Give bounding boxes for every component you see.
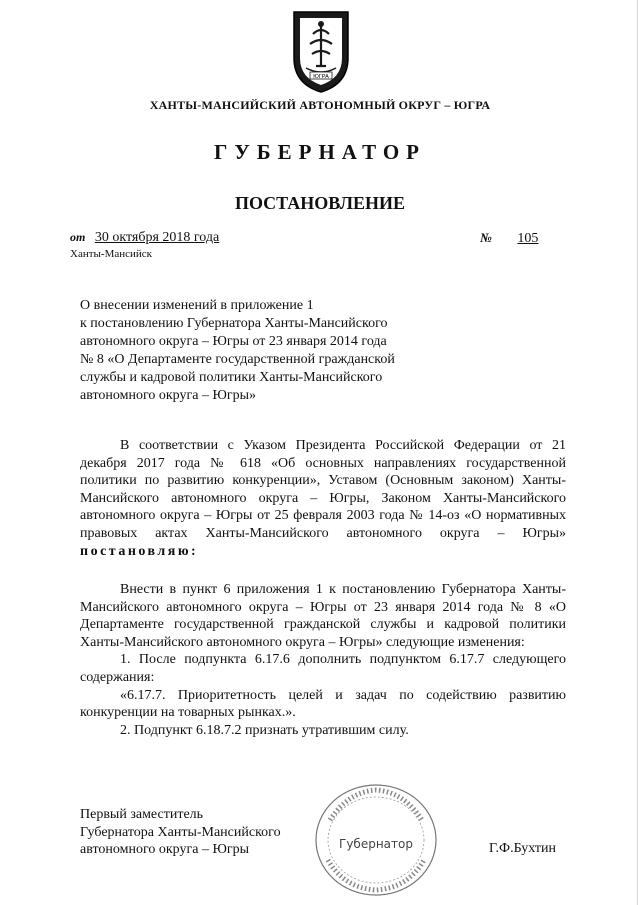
subject-line: к постановлению Губернатора Ханты-Мансийского xyxy=(80,316,388,331)
preamble-text: В соответствии с Указом Президента Российской Федерации от 21 декабря 2017 года № 618 «Об основных направлениях государственной политики по развитию конкуренции», Уставом (Основным законом) Ханты-Мансийского автономного округа – Югры, Законом Ханты-Мансийского автономного округа – Югры от 25 февраля 2003 года № 14-оз «О нормативных правовых актах Ханты-Мансийского автономного округа – Югры» xyxy=(80,438,566,541)
document-type: ПОСТАНОВЛЕНИЕ xyxy=(234,193,406,213)
signatory-name: Г.Ф.Бухтин xyxy=(489,841,557,856)
authority-title: ГУБЕРНАТОР xyxy=(213,140,427,164)
preamble-paragraph xyxy=(80,437,566,560)
decree-word: постановляю: xyxy=(80,543,199,559)
stamp-text: Губернатор xyxy=(339,837,413,851)
official-stamp xyxy=(308,780,444,900)
number-prefix: № xyxy=(480,230,492,245)
document-date: 30 октября 2018 года xyxy=(94,230,220,245)
subject-line: автономного округа – Югры от 23 января 2014 года xyxy=(80,334,387,349)
body-intro: Внести в пункт 6 приложения 1 к постановлению Губернатора Ханты-Мансийского автономного округа – Югры от 23 января 2014 года № 8 «О Департаменте государственной гражданской службы и кадровой политики Ханты-Мансийского автономного округа – Югры» следующие изменения: xyxy=(80,582,566,650)
document-subject xyxy=(80,297,440,405)
body-text xyxy=(80,581,566,739)
subject-line: автономного округа – Югры» xyxy=(80,388,256,403)
document-number: 105 xyxy=(517,231,539,246)
scan-edge xyxy=(637,0,638,905)
item-1-quote: «6.17.7. Приоритетность целей и задач по содействию развитию конкуренции на товарных рынках.». xyxy=(80,687,566,721)
number-line xyxy=(480,230,556,247)
item-1: 1. После подпункта 6.17.6 дополнить подпунктом 6.17.7 следующего содержания: xyxy=(80,652,566,685)
city: Ханты-Мансийск xyxy=(70,248,153,260)
item-2: 2. Подпункт 6.18.7.2 признать утратившим силу. xyxy=(120,722,409,738)
region-title: ХАНТЫ-МАНСИЙСКИЙ АВТОНОМНЫЙ ОКРУГ – ЮГРА xyxy=(149,98,491,112)
subject-line: № 8 «О Департаменте государственной гражданской xyxy=(80,352,395,367)
emblem-text: ЮГРА xyxy=(313,74,329,80)
date-prefix: от xyxy=(70,230,86,244)
subject-line: службы и кадровой политики Ханты-Мансийского xyxy=(80,370,383,385)
subject-line: О внесении изменений в приложение 1 xyxy=(80,298,314,313)
signatory-title-line: Первый заместитель xyxy=(80,807,204,822)
date-line xyxy=(70,230,233,246)
signatory-title xyxy=(80,806,281,859)
preamble xyxy=(80,437,566,560)
coat-of-arms-icon xyxy=(286,6,356,96)
signatory-title-line: автономного округа – Югры xyxy=(80,842,249,857)
signatory-title-line: Губернатора Ханты-Мансийского xyxy=(80,824,281,840)
